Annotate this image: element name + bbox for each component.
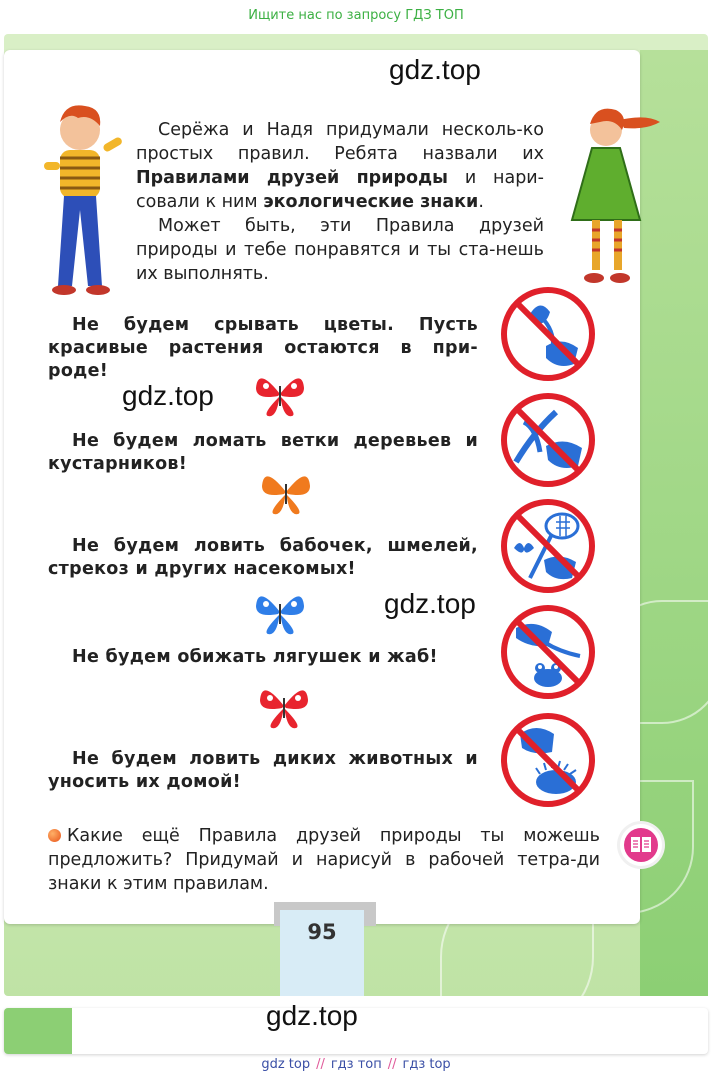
rule-5: Не будем ловить диких животных и уносить их домой! [48, 749, 478, 792]
no-picking-flowers-sign-icon [500, 286, 596, 382]
intro-part: . [478, 192, 484, 212]
page-number: 95 [280, 910, 364, 996]
workbook-icon [620, 824, 662, 866]
footer-links [0, 1054, 712, 1082]
intro-bold-term: экологические знаки [263, 192, 479, 212]
intro-part: Может быть, эти Правила друзей природы и тебе понравятся и ты ста-нешь их выполнять. [136, 216, 544, 284]
boy-illustration [30, 100, 130, 300]
top-banner[interactable]: Ищите нас по запросу ГДЗ ТОП [0, 0, 712, 32]
intro-part: Серёжа и Надя придумали несколь-ко простых правил. Ребята назвали их [136, 120, 544, 164]
intro-part: и нари-совали к ним [136, 168, 544, 212]
no-hurting-frogs-sign-icon [500, 604, 596, 700]
rule-2: Не будем ломать ветки деревьев и кустарников! [48, 431, 478, 474]
girl-illustration [556, 100, 666, 296]
watermark: gdz.top [389, 54, 481, 85]
rule-4: Не будем обижать лягушек и жаб! [72, 647, 438, 667]
question-text [48, 824, 600, 896]
footer-separator: // [387, 1057, 397, 1072]
blue-butterfly-icon [252, 588, 308, 636]
rule-1: Не будем срывать цветы. Пусть красивые растения остаются в при-роде! [48, 315, 478, 381]
red-butterfly-icon [256, 682, 312, 730]
footer-link[interactable]: гдз топ [330, 1057, 382, 1072]
question-body: Какие ещё Правила друзей природы ты можешь предложить? Придумай и нарисуй в рабочей тетра-ди знаки к этим правилам. [48, 826, 600, 894]
watermark: gdz.top [266, 1000, 358, 1031]
no-catching-insects-sign-icon [500, 498, 596, 594]
orange-butterfly-icon [258, 468, 314, 516]
footer-separator: // [316, 1057, 325, 1072]
no-breaking-branches-sign-icon [500, 392, 596, 488]
intro-bold-term: Правилами друзей природы [136, 168, 448, 188]
red-butterfly-icon [252, 370, 308, 418]
footer-link[interactable]: гдз top [402, 1057, 451, 1072]
no-taking-wild-animals-sign-icon [500, 712, 596, 808]
footer-link[interactable]: gdz top [261, 1057, 311, 1072]
watermark: gdz.top [384, 588, 476, 619]
bullet-icon [48, 829, 61, 842]
watermark: gdz.top [122, 380, 214, 411]
next-page-preview-edge [4, 1008, 72, 1054]
intro-text [136, 118, 544, 286]
rule-3: Не будем ловить бабочек, шмелей, стрекоз и других насекомых! [48, 536, 478, 579]
